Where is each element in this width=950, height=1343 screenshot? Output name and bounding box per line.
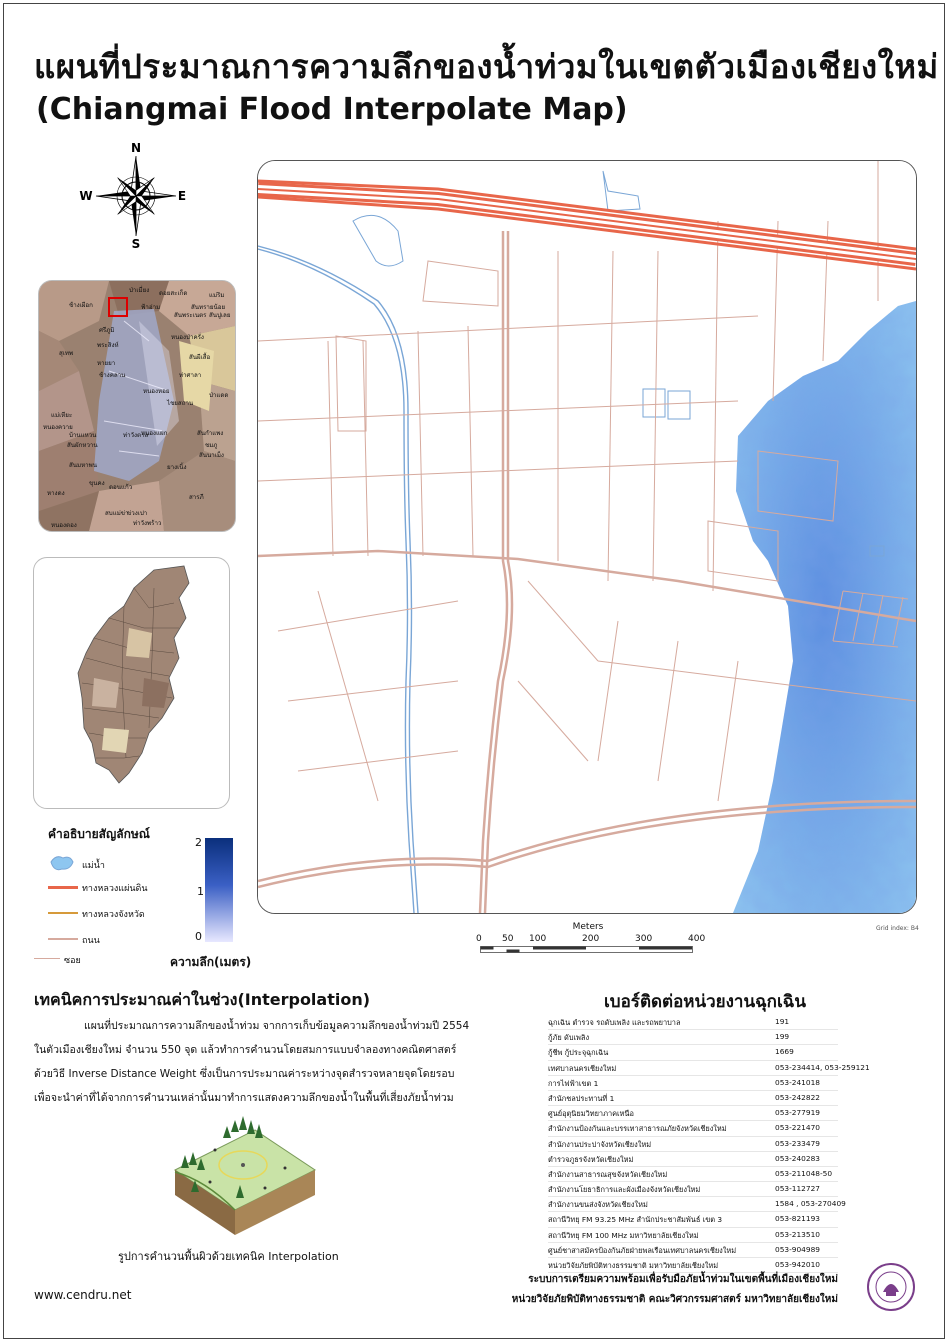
district-label: ศรีภูมิ	[99, 327, 115, 334]
contact-number[interactable]: 053-240283	[775, 1153, 820, 1163]
legend-title: คำอธิบายสัญลักษณ์	[48, 827, 150, 841]
contact-name: สำนักงานประปาจังหวัดเชียงใหม่	[548, 1139, 652, 1149]
district-label: สารภี	[189, 494, 204, 501]
contact-name: การไฟฟ้าเขต 1	[548, 1078, 599, 1088]
district-label: ยางเนิ้ง	[167, 464, 187, 471]
map-title-thai: แผนที่ประมาณการความลึกของน้ำท่วมในเขตตัวเมืองเชียงใหม่	[34, 47, 939, 86]
technique-line-2: ในตัวเมืองเชียงใหม่ จำนวน 550 จุด แล้วทำการคำนวนโดยสมการแบบจำลองทางคณิตศาสตร์	[34, 1044, 457, 1056]
legend-alley-label: ซอย	[64, 956, 81, 966]
contact-name: กู้ภัย ดับเพลิง	[548, 1033, 590, 1043]
footer-line-1: ระบบการเตรียมความพร้อมเพื่อรับมือภัยน้ำท่วมในเขตพื้นที่เมืองเชียงใหม่	[528, 1274, 838, 1285]
district-label: แม่เหียะ	[51, 412, 73, 419]
contact-row	[548, 1045, 838, 1060]
depth-color-ramp	[205, 838, 233, 942]
contact-row	[548, 1015, 838, 1030]
district-label: ช้างคลาน	[99, 372, 126, 379]
contact-name: สำนักงานโยธาธิการและผังเมืองจังหวัดเชียงใหม่	[548, 1185, 701, 1195]
province-locator-map	[33, 557, 230, 809]
legend-highway-label: ทางหลวงแผ่นดิน	[82, 884, 148, 894]
contact-name: สำนักงานขนส่งจังหวัดเชียงใหม่	[548, 1200, 648, 1210]
district-label: หนองแฝก	[141, 430, 168, 437]
scale-tick-label: 300	[635, 934, 653, 944]
district-label: ช้างเผือก	[69, 302, 93, 309]
district-label: ป่าเมี่ยง	[129, 287, 150, 294]
district-locator-svg	[39, 281, 235, 531]
contact-number[interactable]: 191	[775, 1017, 790, 1026]
contact-row	[548, 1061, 870, 1076]
contact-row	[548, 1076, 838, 1091]
scale-bar-graphic	[480, 946, 700, 954]
contact-name: สถานีวิทยุ FM 100 MHz มหาวิทยาลัยเชียงใหม่	[548, 1230, 699, 1240]
district-label: ป่าแดด	[209, 392, 229, 399]
contact-name: สำนักงานป้องกันและบรรเทาสาธารณภัยจังหวัดเชียงใหม่	[548, 1124, 727, 1134]
district-label: สันผีเสื้อ	[189, 354, 211, 361]
contact-number[interactable]: 053-821193	[775, 1214, 820, 1224]
technique-line-1: แผนที่ประมาณการความลึกของน้ำท่วม จากการเก็บข้อมูลความลึกของน้ำท่วมปี 2554	[84, 1020, 470, 1032]
district-label: ท่าวังพร้าว	[133, 520, 162, 527]
district-label: สันนาเม็ง	[199, 452, 224, 459]
scale-tick-label: 0	[476, 934, 482, 944]
flood-map-svg	[258, 161, 916, 913]
contact-name: กู้ชีพ กู้ประจุฉุกเฉิน	[548, 1048, 609, 1058]
highway-legend-swatch	[48, 886, 78, 889]
website-link[interactable]: www.cendru.net	[34, 1288, 132, 1302]
contact-number[interactable]: 1584 , 053-270409	[775, 1199, 846, 1209]
scale-tick-label: 50	[502, 934, 514, 944]
technique-line-4: เพื่อจะนำค่าที่ได้จากการคำนวนเหล่านั้นมาทำการแสดงความลึกของน้ำในพื้นที่เสี่ยงภัยน้ำท่วม	[34, 1092, 454, 1104]
alley-legend-swatch	[34, 958, 60, 959]
district-label: ชมภู	[205, 442, 218, 449]
contact-row	[548, 1243, 838, 1258]
contact-name: ศูนย์อุตุนิยมวิทยาภาคเหนือ	[548, 1109, 634, 1119]
contact-name: สำนักชลประทานที่ 1	[548, 1093, 615, 1103]
contact-number[interactable]: 053-242822	[775, 1092, 820, 1102]
contact-row	[548, 1197, 846, 1212]
contact-row	[548, 1228, 838, 1243]
contact-number[interactable]: 199	[775, 1032, 790, 1042]
contact-row	[548, 1106, 838, 1121]
province-locator-svg	[34, 558, 229, 808]
scale-tick-label: 400	[688, 934, 706, 944]
depth-tick-2: 2	[195, 836, 202, 849]
contact-number[interactable]: 053-211048-50	[775, 1168, 833, 1178]
district-label: สันกำแพง	[197, 430, 224, 437]
contact-row	[548, 1212, 838, 1227]
contact-name: ตำรวจภูธรจังหวัดเชียงใหม่	[548, 1154, 634, 1164]
technique-title: เทคนิคการประมาณค่าในช่วง(Interpolation)	[34, 990, 371, 1009]
district-label: แม่ริม	[209, 292, 225, 299]
legend-road-label: ถนน	[82, 936, 100, 946]
district-label: บ้านแหวน	[69, 432, 97, 439]
legend-provincial-label: ทางหลวงจังหวัด	[82, 910, 145, 920]
west-label: W	[79, 189, 93, 203]
north-label: N	[130, 141, 142, 155]
water-legend-icon	[48, 852, 76, 874]
grid-index: Grid index: B4	[876, 925, 919, 932]
contacts-table	[548, 1015, 870, 1273]
contact-number[interactable]: 053-904989	[775, 1244, 820, 1254]
south-label: S	[131, 237, 141, 251]
contact-number[interactable]: 053-213510	[775, 1229, 820, 1239]
contact-number[interactable]: 053-277919	[775, 1108, 820, 1118]
provincial-legend-swatch	[48, 912, 78, 914]
district-label: ดอนแก้ว	[109, 484, 133, 491]
district-label: ดอยสะเก็ด	[159, 290, 188, 297]
contact-number[interactable]: 053-112727	[775, 1184, 820, 1194]
district-label: หนองป่าครั่ง	[171, 334, 204, 341]
contact-row	[548, 1091, 838, 1106]
east-label: E	[177, 189, 187, 203]
district-label: หนองตอง	[51, 522, 77, 529]
contact-number[interactable]: 053-221470	[775, 1123, 820, 1133]
contact-number[interactable]: 053-234414, 053-259121	[775, 1062, 870, 1072]
depth-legend-label: ความลึก(เมตร)	[170, 955, 252, 969]
district-label: สันปูเลย	[209, 312, 231, 319]
legend-water-label: แม่น้ำ	[82, 861, 105, 871]
contact-name: สำนักงานสาธารณสุขจังหวัดเชียงใหม่	[548, 1169, 668, 1179]
contact-row	[548, 1121, 838, 1136]
contacts-title: เบอร์ติดต่อหน่วยงานฉุกเฉิน	[604, 992, 806, 1012]
district-label: หางดง	[47, 490, 65, 497]
district-label: ข่วงเปา	[127, 510, 148, 517]
university-logo	[866, 1262, 916, 1312]
district-label: สบแม่ข่า	[105, 510, 129, 517]
contact-name: เทศบาลนครเชียงใหม่	[548, 1063, 617, 1073]
contact-name: ศูนย์ชาสาสมัครป้องกันภัยฝ่ายพลเรือนเทศบาลนครเชียงใหม่	[548, 1245, 737, 1255]
interpolation-illustration	[165, 1110, 325, 1240]
scale-unit: Meters	[572, 922, 604, 932]
contact-row	[548, 1152, 838, 1167]
scale-tick-label: 200	[582, 934, 600, 944]
district-label: หายยา	[97, 360, 116, 367]
district-label: สันมหาพน	[69, 462, 97, 469]
illustration-caption: รูปการคำนวนพื้นผิวด้วยเทคนิค Interpolation	[118, 1250, 339, 1263]
technique-paragraph	[34, 1014, 512, 1110]
main-flood-map	[257, 160, 917, 914]
district-label: สุเทพ	[59, 350, 74, 357]
contact-row	[548, 1137, 838, 1152]
north-arrow-icon	[78, 140, 193, 252]
district-label: ท่าวังตาล	[123, 432, 149, 439]
contact-row	[548, 1258, 838, 1273]
scale-bar	[478, 922, 708, 962]
contact-name: สถานีวิทยุ FM 93.25 MHz สำนักประชาสัมพันธ์ เขต 3	[548, 1215, 723, 1225]
technique-line-3: ด้วยวิธี Inverse Distance Weight ซึ่งเป็นการประมาณค่าระหว่างจุดสำรวจหลายจุดโดยรอบ	[34, 1068, 455, 1080]
district-label: ท่าศาลา	[179, 372, 202, 379]
contact-number[interactable]: 053-942010	[775, 1260, 820, 1269]
depth-tick-1: 1	[197, 885, 204, 898]
depth-tick-0: 0	[195, 930, 202, 943]
district-label: สันผักหวาน	[67, 442, 98, 449]
district-label: สันพระเนตร	[174, 312, 207, 319]
district-label: หนองหอย	[143, 388, 170, 395]
contact-row	[548, 1030, 838, 1045]
footer-line-2: หน่วยวิจัยภัยพิบัติทางธรรมชาติ คณะวิศวกรรมศาสตร์ มหาวิทยาลัยเชียงใหม่	[511, 1294, 838, 1305]
district-locator-map	[38, 280, 236, 532]
district-label: สันทรายน้อย	[191, 304, 226, 311]
district-label: ไชยสถาน	[167, 400, 194, 407]
scale-tick-label: 100	[529, 934, 547, 944]
contact-number[interactable]: 053-241018	[775, 1077, 820, 1087]
contact-row	[548, 1167, 838, 1182]
contact-name: หน่วยวิจัยภัยพิบัติทางธรรมชาติ มหาวิทยาลัยเชียงใหม่	[548, 1261, 719, 1270]
map-title-english: (Chiangmai Flood Interpolate Map)	[36, 92, 628, 127]
district-label: ขุนคง	[89, 480, 105, 487]
contact-number[interactable]: 053-233479	[775, 1138, 820, 1148]
contact-row	[548, 1182, 838, 1197]
district-label: พระสิงห์	[97, 342, 119, 349]
contact-name: ฉุกเฉิน ตำรวจ รถดับเพลิง และรถพยาบาล	[548, 1018, 681, 1027]
district-label: ฟ้าฮ่าม	[141, 304, 161, 311]
contact-number[interactable]: 1669	[775, 1047, 794, 1057]
district-label: หนองควาย	[43, 424, 73, 431]
road-legend-swatch	[48, 938, 78, 940]
